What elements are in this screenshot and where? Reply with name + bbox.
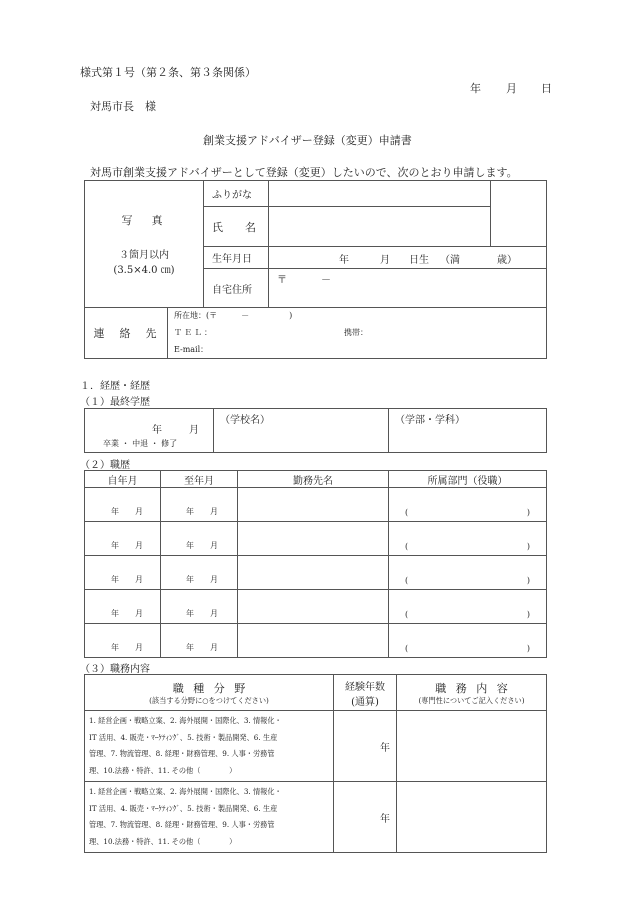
contact-email: E-mail：	[174, 345, 209, 354]
career-col-from: 自年月	[85, 471, 161, 488]
duties-field-options[interactable]	[85, 782, 334, 853]
graduation-status-options[interactable]: 卒業 ・ 中退 ・ 修了	[103, 439, 178, 448]
photo-cell[interactable]	[85, 181, 204, 308]
section1-heading: １．経歴・経歴	[80, 381, 150, 392]
field-options-line: 理、10.法務・特許、11. その他（ ）	[89, 765, 237, 775]
duties-years-title: 経験年数	[345, 681, 385, 693]
duties-field-title: 職 種 分 野	[172, 681, 246, 695]
dept-open-paren: (	[405, 644, 409, 653]
intro-text: 対馬市創業支援アドバイザーとして登録（変更）したいので、次のとおり申請します。	[90, 166, 518, 179]
career-row	[85, 556, 547, 590]
school-name-label: （学校名）	[220, 415, 270, 426]
career-row	[85, 488, 547, 522]
field-options-line: IT 活用、4. 販売・ﾏｰｹﾃｨﾝｸﾞ、5. 技術・製品開発、6. 生産	[89, 803, 278, 813]
faculty-label: （学部・学科）	[395, 415, 465, 426]
addressee: 対馬市長 様	[90, 100, 156, 113]
career-to-field[interactable]: 年 月	[161, 624, 238, 658]
dept-open-paren: (	[405, 508, 409, 517]
field-options-line: 管理、7. 物流管理、8. 経理・財務管理、9. 人事・労務管	[89, 749, 275, 758]
duties-row	[85, 711, 547, 782]
name-label: 氏 名	[204, 207, 269, 247]
name-field[interactable]	[269, 207, 491, 247]
career-company-field[interactable]	[238, 590, 389, 624]
experience-years-field[interactable]	[334, 711, 397, 782]
career-to-field[interactable]: 年 月	[161, 522, 238, 556]
date-month-label: 月	[506, 82, 517, 95]
career-row	[85, 624, 547, 658]
postal-dash: －	[321, 275, 332, 286]
duties-field-options[interactable]	[85, 711, 334, 782]
duties-col-years	[334, 675, 397, 711]
date-day-label: 日	[541, 82, 552, 95]
dept-open-paren: (	[405, 576, 409, 585]
field-options-line: IT 活用、4. 販売・ﾏｰｹﾃｨﾝｸﾞ、5. 技術・製品開発、6. 生産	[89, 732, 278, 742]
duties-heading: （３）職務内容	[80, 664, 150, 675]
contact-mobile: 携帯：	[344, 328, 368, 337]
dept-open-paren: (	[405, 610, 409, 619]
career-col-department: 所属部門（役職）	[389, 471, 547, 488]
duties-content-title: 職 務 内 容	[435, 681, 508, 695]
page-title: 創業支援アドバイザー登録（変更）申請書	[203, 134, 412, 147]
date-year-label: 年	[470, 82, 481, 95]
career-col-to: 至年月	[161, 471, 238, 488]
dept-close-paren: )	[526, 644, 530, 653]
career-heading: （２）職歴	[80, 460, 130, 471]
home-address-label: 自宅住所	[204, 269, 269, 308]
education-heading: （１）最終学歴	[80, 397, 150, 408]
contact-label: 連 絡 先	[85, 308, 168, 359]
years-unit-label: 年	[380, 742, 390, 754]
age-open-label: （満	[440, 255, 461, 266]
career-to-field[interactable]: 年 月	[161, 488, 238, 522]
personal-info-table	[84, 180, 547, 359]
duties-col-field	[85, 675, 334, 711]
career-col-company: 勤務先名	[238, 471, 389, 488]
career-department-field[interactable]	[389, 522, 547, 556]
duties-col-content	[397, 675, 547, 711]
career-to-field[interactable]: 年 月	[161, 590, 238, 624]
photo-note-period: ３箇月以内	[119, 250, 169, 261]
career-to-field[interactable]: 年 月	[161, 556, 238, 590]
faculty-field[interactable]	[389, 409, 547, 453]
duty-content-field[interactable]	[397, 782, 547, 853]
graduation-date-cell[interactable]	[85, 409, 214, 453]
name-side-cell	[491, 181, 547, 247]
career-row	[85, 522, 547, 556]
dept-open-paren: (	[405, 542, 409, 551]
dept-close-paren: )	[526, 508, 530, 517]
career-company-field[interactable]	[238, 522, 389, 556]
career-department-field[interactable]	[389, 556, 547, 590]
experience-years-field[interactable]	[334, 782, 397, 853]
school-name-field[interactable]	[214, 409, 389, 453]
duties-row	[85, 782, 547, 853]
career-department-field[interactable]	[389, 590, 547, 624]
career-from-field[interactable]: 年 月	[85, 522, 161, 556]
furigana-field[interactable]	[269, 181, 491, 207]
birthdate-field[interactable]	[269, 247, 547, 269]
career-from-field[interactable]: 年 月	[85, 556, 161, 590]
edu-month-label: 月	[189, 425, 199, 436]
birth-month-label: 月	[380, 255, 391, 266]
duties-field-subtitle: (該当する分野に○をつけてください)	[149, 695, 269, 705]
home-address-field[interactable]	[269, 269, 547, 308]
career-table	[84, 470, 547, 658]
photo-note-size: (3.5×4.0 ㎝)	[113, 265, 175, 276]
birthdate-label: 生年月日	[204, 247, 269, 269]
age-close-label: 歳）	[497, 255, 518, 266]
dept-close-paren: )	[526, 610, 530, 619]
dept-close-paren: )	[526, 542, 530, 551]
field-options-line: 理、10.法務・特許、11. その他（ ）	[89, 836, 237, 846]
field-options-line: 1. 経営企画・戦略立案、2. 海外展開・国際化、3. 情報化・	[89, 787, 282, 796]
career-header-row	[85, 471, 547, 488]
dept-close-paren: )	[526, 576, 530, 585]
duties-content-subtitle: (専門性についてご記入ください)	[418, 695, 525, 705]
birth-year-label: 年	[339, 255, 350, 266]
contact-tel: ＴＥＬ：	[174, 328, 214, 337]
field-options-line: 1. 経営企画・戦略立案、2. 海外展開・国際化、3. 情報化・	[89, 716, 282, 725]
career-from-field[interactable]: 年 月	[85, 624, 161, 658]
career-from-field[interactable]: 年 月	[85, 590, 161, 624]
career-company-field[interactable]	[238, 624, 389, 658]
postal-mark: 〒	[277, 275, 288, 286]
edu-year-label: 年	[152, 425, 162, 436]
duties-years-subtitle: (通算)	[351, 696, 379, 708]
duties-header-row	[85, 675, 547, 711]
furigana-label: ふりがな	[204, 181, 269, 207]
duty-content-field[interactable]	[397, 711, 547, 782]
career-from-field[interactable]: 年 月	[85, 488, 161, 522]
career-company-field[interactable]	[238, 556, 389, 590]
career-company-field[interactable]	[238, 488, 389, 522]
career-department-field[interactable]	[389, 488, 547, 522]
years-unit-label: 年	[380, 813, 390, 825]
photo-label: 写 真	[121, 214, 167, 227]
contact-location: 所在地：(〒 － )	[174, 311, 293, 320]
career-department-field[interactable]	[389, 624, 547, 658]
birth-day-label: 日生	[409, 255, 430, 266]
field-options-line: 管理、7. 物流管理、8. 経理・財務管理、9. 人事・労務管	[89, 820, 275, 829]
form-number: 様式第１号（第２条、第３条関係）	[80, 66, 256, 79]
education-table	[84, 408, 547, 453]
contact-field[interactable]	[168, 308, 547, 359]
career-row	[85, 590, 547, 624]
duties-table	[84, 674, 547, 853]
